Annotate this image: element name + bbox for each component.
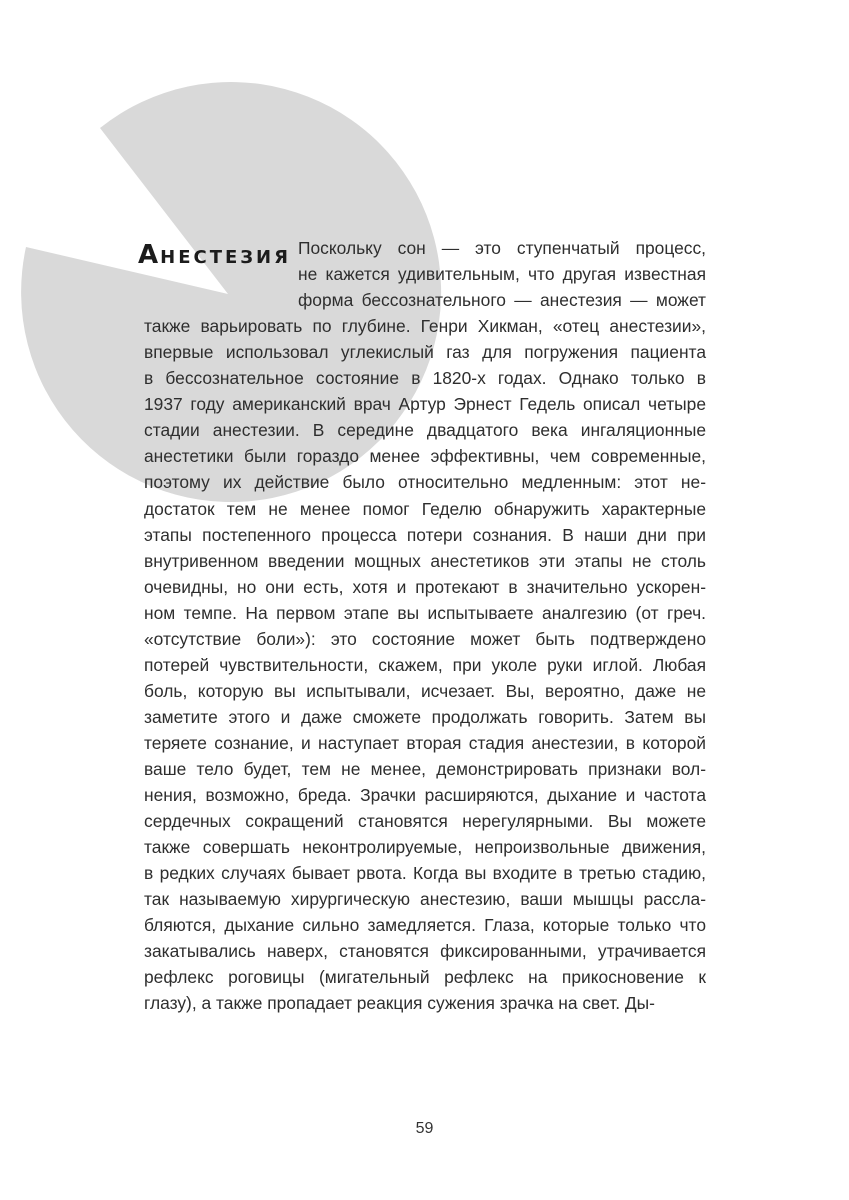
text-line: нения, возможно, бреда. Зрачки расширяются, дыхание и частота <box>144 785 706 806</box>
page-number: 59 <box>415 1120 434 1137</box>
text-line: ном темпе. На первом этапе вы испытываете аналгезию (от греч. <box>144 602 706 623</box>
text-line: стадии анестезии. В середине двадцатого века ингаляционные <box>144 420 706 441</box>
text-line: Поскольку сон — это ступенчатый процесс, <box>298 238 706 258</box>
text-line: бляются, дыхание сильно замедляется. Глаза, которые только что <box>144 915 706 936</box>
text-line: закатывались наверх, становятся фиксированными, утрачивается <box>144 941 706 962</box>
text-line: в бессознательное состояние в 1820-х годах. Однако только в <box>144 368 706 389</box>
text-line: в редких случаях бывает рвота. Когда вы входите в третью стадию, <box>144 863 706 884</box>
text-line: 1937 году американский врач Артур Эрнест Гедель описал четыре <box>144 394 706 415</box>
text-line: очевидны, но они есть, хотя и протекают в значительно ускорен- <box>144 576 706 597</box>
heading-initial: А <box>138 240 161 270</box>
text-line: сердечных сокращений становятся нерегулярными. Вы можете <box>144 811 706 832</box>
text-line: также совершать неконтролируемые, непроизвольные движения, <box>144 837 706 858</box>
text-line: не кажется удивительным, что другая известная <box>298 264 706 285</box>
text-line: форма бессознательного — анестезия — может <box>298 290 706 311</box>
text-line: также варьировать по глубине. Генри Хикман, «отец анестезии», <box>144 316 706 337</box>
text-line: впервые использовал углекислый газ для погружения пациента <box>144 342 706 363</box>
text-line: глазу), а также пропадает реакция сужения зрачка на свет. Ды- <box>144 993 655 1014</box>
text-line: достаток тем не менее помог Геделю обнаружить характерные <box>144 498 706 519</box>
text-line: внутривенном введении мощных анестетиков эти этапы не столь <box>144 550 706 571</box>
text-line: так называемую хирургическую анестезию, ваши мышцы рассла- <box>144 889 706 910</box>
text-line: теряете сознание, и наступает вторая стадия анестезии, в которой <box>144 732 706 753</box>
text-line: этапы постепенного процесса потери сознания. В наши дни при <box>144 524 706 545</box>
section-heading <box>138 238 291 275</box>
text-line: «отсутствие боли»): это состояние может быть подтверждено <box>144 628 706 649</box>
text-line: поэтому их действие было относительно медленным: этот не- <box>144 472 706 493</box>
text-line: анестетики были гораздо менее эффективны, чем современные, <box>144 446 706 467</box>
text-line: потерей чувствительности, скажем, при уколе руки иглой. Любая <box>144 654 706 675</box>
text-line: боль, которую вы испытывали, исчезает. Вы, вероятно, даже не <box>144 680 706 701</box>
text-line: рефлекс роговицы (мигательный рефлекс на прикосновение к <box>144 967 706 988</box>
text-line: ваше тело будет, тем не менее, демонстрировать признаки вол- <box>144 759 706 779</box>
heading-rest: НЕСТЕЗИЯ <box>160 247 291 268</box>
text-line: заметите этого и даже сможете продолжать говорить. Затем вы <box>144 706 706 727</box>
